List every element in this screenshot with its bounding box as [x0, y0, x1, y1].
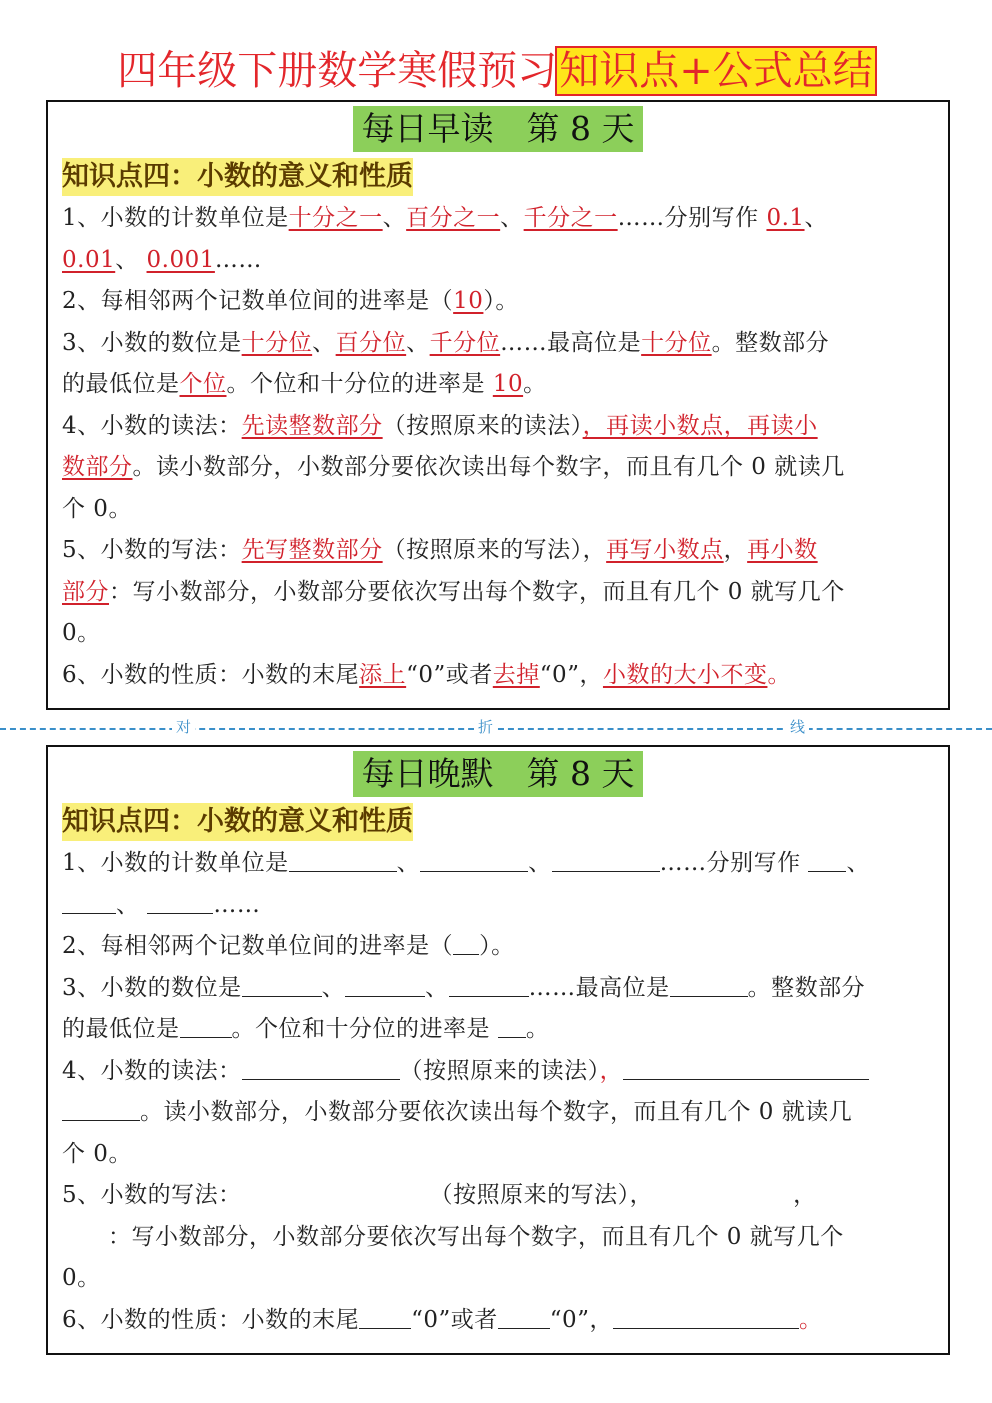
evening-line-5: [62, 1175, 936, 1217]
evening-banner: 每日晚默 第 8 天: [353, 751, 643, 797]
text: ）。: [479, 933, 515, 959]
blank[interactable]: [552, 847, 660, 872]
answer: 0.1: [766, 205, 805, 231]
answer: 百分位: [335, 329, 407, 356]
answer: 千分之一: [523, 205, 618, 231]
blank[interactable]: [242, 972, 322, 997]
answer: 去掉: [492, 661, 540, 688]
evening-line-1: [62, 843, 936, 885]
answer: ，再读小数点，再读小: [582, 412, 818, 439]
text: 5、小数的写法：: [62, 1182, 242, 1208]
blank[interactable]: [147, 889, 213, 914]
evening-content: [62, 843, 936, 1341]
morning-line-5c: 0。: [62, 620, 101, 646]
answer: 0.001: [146, 246, 215, 273]
text: 。: [798, 1306, 823, 1333]
morning-line-4: [62, 406, 936, 448]
blank[interactable]: [808, 847, 846, 872]
answer: 添上: [359, 661, 407, 688]
text: 、: [115, 246, 147, 273]
text: （按照原来的写法），: [382, 537, 607, 563]
text: ……分别写作: [617, 205, 767, 231]
text: ：写小数部分，小数部分要依次写出每个数字，而且有几个 0 就写几个: [108, 1223, 844, 1250]
text: 5、小数的写法：: [62, 537, 242, 563]
text: “0”，: [549, 1306, 613, 1333]
blank[interactable]: [623, 1055, 869, 1080]
text: 2、每相邻两个记数单位间的进率是（: [62, 933, 454, 959]
evening-line-5c: 0。: [62, 1265, 101, 1291]
answer: 百分之一: [406, 205, 501, 231]
evening-line-6: [62, 1300, 936, 1342]
text: 、: [500, 205, 524, 231]
evening-line-4c: 个 0。: [62, 1140, 132, 1167]
answer: 十分之一: [288, 205, 383, 231]
blank[interactable]: [420, 847, 528, 872]
blank[interactable]: [449, 972, 529, 997]
text: 、: [116, 891, 148, 918]
text: ……最高位是: [500, 329, 642, 356]
text: “0”或者: [411, 1306, 498, 1333]
blank[interactable]: [180, 1013, 232, 1038]
answer: 千分位: [429, 329, 501, 356]
morning-line-5b: [62, 572, 936, 614]
morning-line-6: [62, 655, 936, 697]
answer: 部分: [62, 578, 109, 605]
text: 。: [523, 371, 547, 397]
fold-line: [0, 716, 992, 742]
text: 。: [525, 1016, 550, 1042]
text: 、: [321, 974, 346, 1001]
fold-label-left: 对: [172, 716, 195, 737]
text: ，: [723, 537, 748, 563]
text: 、: [312, 329, 336, 356]
morning-line-1b: [62, 240, 936, 282]
title-highlight: 知识点+公式总结: [559, 48, 873, 94]
blank[interactable]: [613, 1304, 799, 1329]
text: 、: [406, 329, 430, 356]
blank[interactable]: [62, 889, 116, 914]
answer: 10: [492, 371, 524, 397]
text: “0”，: [539, 661, 603, 688]
evening-recitation-card: [46, 745, 950, 1355]
text: （按照原来的写法），: [429, 1182, 654, 1208]
answer: 十分位: [641, 329, 712, 356]
morning-line-1: [62, 198, 936, 240]
evening-line-3b: [62, 1009, 936, 1051]
answer: 0.01: [62, 246, 116, 273]
text: （按照原来的读法）: [399, 1057, 600, 1084]
text: “0”或者: [406, 661, 493, 688]
answer: 先写整数部分: [241, 537, 383, 563]
blank[interactable]: [345, 972, 425, 997]
answer: 十分位: [241, 329, 313, 356]
text: 。读小数部分，小数部分要依次读出每个数字，而且有几个 0 就读几: [140, 1099, 853, 1125]
text: ）。: [483, 288, 519, 314]
morning-line-3: [62, 323, 936, 365]
text: 、: [425, 974, 449, 1001]
morning-line-3b: [62, 364, 936, 406]
text: ……: [214, 246, 262, 273]
text: 。个位和十分位的进率是: [231, 1016, 498, 1042]
text: 4、小数的读法：: [62, 1057, 242, 1084]
morning-reading-card: [46, 100, 950, 710]
text: 6、小数的性质：小数的末尾: [62, 661, 360, 688]
text: 、: [846, 850, 870, 876]
text: 、: [382, 205, 407, 231]
text: （按照原来的读法）: [382, 412, 583, 439]
page-title: [0, 44, 992, 98]
evening-line-5b: [62, 1217, 936, 1259]
text: 3、小数的数位是: [62, 974, 242, 1001]
morning-line-4c: 个 0。: [62, 495, 132, 522]
text: 2、每相邻两个记数单位间的进率是（: [62, 288, 454, 314]
text: ……分别写作: [659, 850, 809, 876]
morning-section-title: 知识点四：小数的意义和性质: [62, 158, 413, 196]
blank[interactable]: [498, 1304, 550, 1329]
text: 3、小数的数位是: [62, 329, 242, 356]
text: 1、小数的计数单位是: [62, 850, 289, 876]
text: 。个位和十分位的进率是: [226, 371, 493, 397]
text: 、: [804, 205, 829, 231]
text: ……最高位是: [528, 974, 670, 1001]
morning-line-2: [62, 281, 936, 323]
blank[interactable]: [289, 847, 397, 872]
answer: 个位: [179, 371, 227, 397]
evening-line-2: [62, 926, 936, 968]
answer: 小数的大小不变: [602, 661, 768, 688]
text: 的最低位是: [62, 371, 180, 397]
text: ，: [793, 1182, 817, 1208]
answer: 再写小数点: [606, 537, 724, 563]
text: 的最低位是: [62, 1016, 180, 1042]
text: ，: [599, 1057, 624, 1084]
answer: 数部分: [62, 454, 133, 480]
answer: 10: [453, 288, 484, 314]
text: 。读小数部分，小数部分要依次读出每个数字，而且有几个 0 就读几: [132, 454, 845, 480]
blank[interactable]: [453, 930, 479, 955]
blank[interactable]: [62, 1096, 140, 1121]
answer: 先读整数部分: [241, 412, 383, 439]
evening-line-3: [62, 968, 936, 1010]
title-main: 四年级下册数学寒假预习: [117, 48, 558, 94]
blank[interactable]: [498, 1013, 526, 1038]
morning-content: [62, 198, 936, 696]
text: 、: [528, 850, 552, 876]
answer: 再小数: [747, 537, 818, 563]
evening-line-4: [62, 1051, 936, 1093]
morning-banner: 每日早读 第 8 天: [353, 106, 643, 152]
morning-line-5: [62, 530, 936, 572]
evening-line-4b: [62, 1092, 936, 1134]
evening-section-title: 知识点四：小数的意义和性质: [62, 803, 413, 841]
text: 、: [396, 850, 421, 876]
blank[interactable]: [359, 1304, 411, 1329]
blank[interactable]: [670, 972, 748, 997]
text: 4、小数的读法：: [62, 412, 242, 439]
text: 。: [767, 661, 791, 688]
evening-line-1b: [62, 885, 936, 927]
fold-label-center: 折: [474, 716, 497, 737]
text: ……: [213, 891, 261, 918]
blank[interactable]: [242, 1055, 400, 1080]
text: ：写小数部分，小数部分要依次写出每个数字，而且有几个 0 就写几个: [109, 578, 845, 605]
text: 。整数部分: [711, 329, 830, 356]
morning-line-4b: [62, 447, 936, 489]
text: 1、小数的计数单位是: [62, 205, 289, 231]
text: 6、小数的性质：小数的末尾: [62, 1306, 360, 1333]
text: 。整数部分: [747, 974, 866, 1001]
fold-label-right: 线: [786, 716, 809, 737]
